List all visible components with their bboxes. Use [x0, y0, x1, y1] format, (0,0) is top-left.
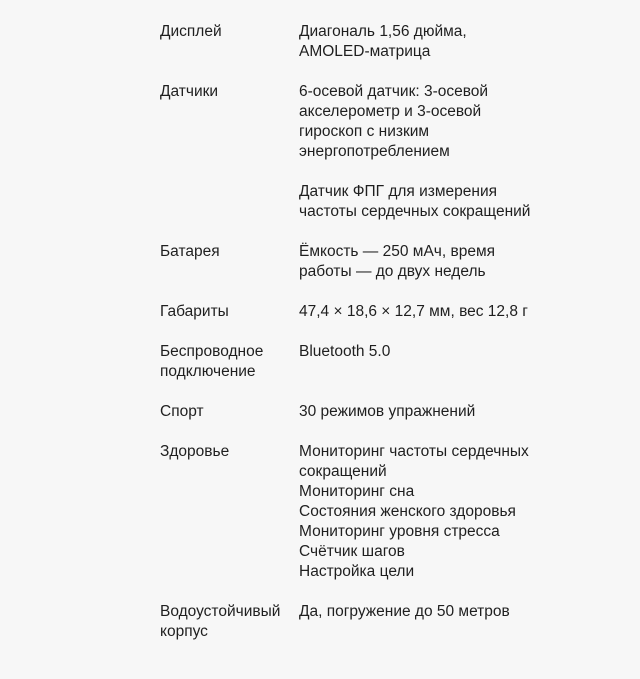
spec-row-waterproof	[160, 602, 600, 642]
spec-row-display	[160, 22, 600, 62]
health-item: Счётчик шагов	[299, 543, 405, 560]
spec-value-dimensions: 47,4 × 18,6 × 12,7 мм, вес 12,8 г	[299, 303, 528, 320]
spec-row-wireless	[160, 342, 600, 382]
health-item: Мониторинг уровня стресса	[299, 523, 500, 540]
spec-value-sensors	[299, 82, 539, 222]
spec-row-battery	[160, 242, 600, 282]
spec-value-sport: 30 режимов упражнений	[299, 403, 476, 420]
health-item: Мониторинг сна	[299, 483, 415, 500]
spec-label-wireless: Беспроводное подключение	[160, 343, 264, 380]
spec-row-sensors	[160, 82, 600, 222]
spec-label-dimensions: Габариты	[160, 303, 229, 320]
spec-value-health	[299, 442, 539, 582]
spec-table	[160, 22, 600, 662]
spec-value-waterproof: Да, погружение до 50 метров	[299, 603, 510, 620]
spec-label-battery: Батарея	[160, 243, 220, 260]
spec-label-sensors: Датчики	[160, 83, 219, 100]
health-item: Настройка цели	[299, 563, 415, 580]
spec-value-wireless: Bluetooth 5.0	[299, 343, 391, 360]
sensors-motion: 6-осевой датчик: 3-осевой акселерометр и 3-осевой гироскоп с низким энергопотреблением	[299, 83, 489, 160]
spec-value-display: Диагональ 1,56 дюйма, AMOLED-матрица	[299, 23, 467, 60]
health-item: Мониторинг частоты сердечных сокращений	[299, 443, 529, 480]
spec-label-display: Дисплей	[160, 23, 222, 40]
health-item: Состояния женского здоровья	[299, 503, 516, 520]
spec-label-waterproof: Водоустойчивый корпус	[160, 603, 281, 640]
spec-row-dimensions	[160, 302, 600, 322]
spec-row-health	[160, 442, 600, 582]
spec-row-sport	[160, 402, 600, 422]
spec-value-battery: Ёмкость — 250 мАч, время работы — до двух недель	[299, 243, 495, 280]
spec-label-sport: Спорт	[160, 403, 204, 420]
sensors-ppg: Датчик ФПГ для измерения частоты сердечных сокращений	[299, 183, 531, 220]
spec-label-health: Здоровье	[160, 443, 230, 460]
